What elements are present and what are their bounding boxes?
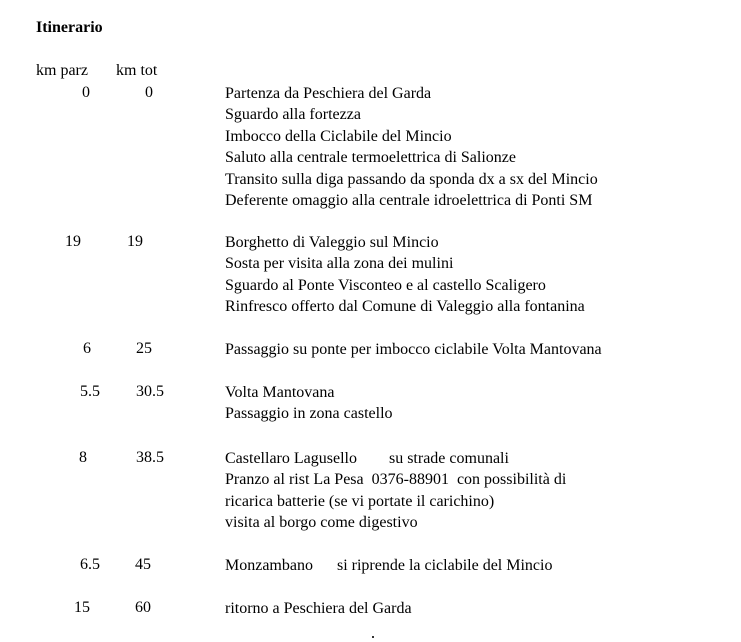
stage-text xyxy=(225,598,412,619)
stage-line: Monzambano si riprende la ciclabile del Mincio xyxy=(225,557,553,574)
stage-line: Borghetto di Valeggio sul Mincio xyxy=(225,234,439,251)
stage-line: Sguardo alla fortezza xyxy=(225,106,361,124)
km-tot-value: 60 xyxy=(135,599,151,616)
km-parz-value: 5.5 xyxy=(80,383,100,400)
stage-line: Castellaro Lagusello su strade comunali xyxy=(225,450,509,467)
km-parz-value: 15 xyxy=(74,599,90,616)
stage-text xyxy=(225,382,393,425)
page-title: Itinerario xyxy=(36,19,103,36)
km-parz-value: 6 xyxy=(83,340,91,357)
km-tot-value: 30.5 xyxy=(136,383,164,400)
stage-text xyxy=(225,555,552,576)
stage-line: Deferente omaggio alla centrale idroelettrica di Ponti SM xyxy=(225,192,593,210)
stage-line: Sosta per visita alla zona dei mulini xyxy=(225,255,454,273)
stage-line: Passaggio in zona castello xyxy=(225,405,393,423)
header-km-parz: km parz xyxy=(36,62,88,79)
stage-line: visita al borgo come digestivo xyxy=(225,514,418,532)
km-parz-value: 8 xyxy=(79,449,87,466)
stage-line: Saluto alla centrale termoelettrica di Salionze xyxy=(225,149,516,167)
km-tot-value: 25 xyxy=(136,340,152,357)
stage-line: Pranzo al rist La Pesa 0376-88901 con possibilità di xyxy=(225,471,567,489)
km-tot-value: 19 xyxy=(127,233,143,250)
stage-line: Volta Mantovana xyxy=(225,384,335,401)
header-km-tot: km tot xyxy=(116,62,158,79)
km-tot-value: 38.5 xyxy=(136,449,164,466)
stage-line: Sguardo al Ponte Visconteo e al castello Scaligero xyxy=(225,276,546,294)
stage-text xyxy=(225,232,585,318)
stage-line: Partenza da Peschiera del Garda xyxy=(225,85,432,102)
stage-text xyxy=(225,339,602,360)
stage-line: Rinfresco offerto dal Comune di Valeggio alla fontanina xyxy=(225,298,585,316)
km-parz-value: 0 xyxy=(82,84,90,101)
stray-dot xyxy=(372,636,374,638)
km-tot-value: 45 xyxy=(135,556,151,573)
km-parz-value: 6.5 xyxy=(80,556,100,573)
stage-line: Passaggio su ponte per imbocco ciclabile Volta Mantovana xyxy=(225,341,602,358)
km-parz-value: 19 xyxy=(65,233,81,250)
km-tot-value: 0 xyxy=(145,84,153,101)
stage-line: ricarica batterie (se vi portate il carichino) xyxy=(225,492,495,510)
stage-text xyxy=(225,83,598,211)
stage-line: ritorno a Peschiera del Garda xyxy=(225,600,412,617)
stage-line: Transito sulla diga passando da sponda dx a sx del Mincio xyxy=(225,170,598,188)
stage-text xyxy=(225,448,566,534)
stage-line: Imbocco della Ciclabile del Mincio xyxy=(225,127,452,145)
